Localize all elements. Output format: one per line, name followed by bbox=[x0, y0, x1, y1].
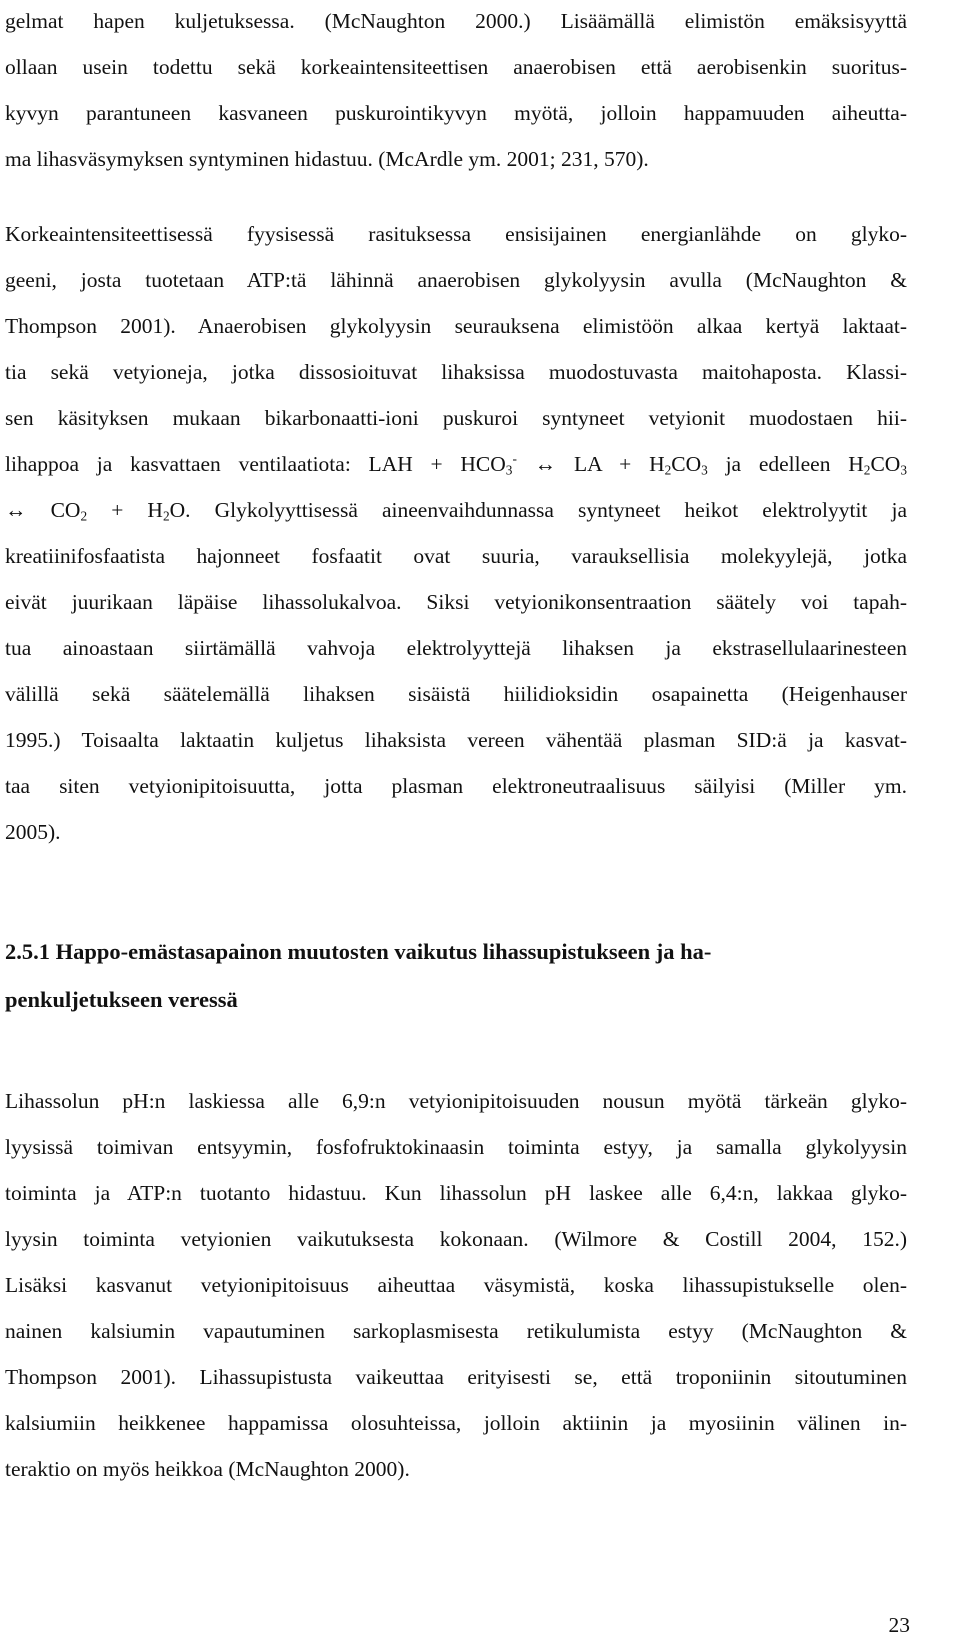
text-line: toiminta ja ATP:n tuotanto hidastuu. Kun lihassolun pH laskee alle 6,4:n, lakkaa glyko- bbox=[5, 1181, 907, 1205]
subscript: 3 bbox=[701, 462, 708, 478]
formula-text: lihappoa ja kasvattaen ventilaatiota: LAH + HCO bbox=[5, 452, 506, 476]
formula-text: + H bbox=[87, 498, 163, 522]
text-line: Thompson 2001). Anaerobisen glykolyysin seurauksena elimistöön alkaa kertyä laktaat- bbox=[5, 314, 907, 338]
subscript: 2 bbox=[162, 508, 170, 524]
text-line: Korkeaintensiteettisessä fyysisessä rasituksessa ensisijainen energianlähde on glyko- bbox=[5, 222, 907, 246]
text-line: kreatiinifosfaatista hajonneet fosfaatit ovat suuria, varauksellisia molekyylejä, jotka bbox=[5, 544, 907, 568]
formula-text: CO bbox=[671, 452, 702, 476]
text-line: geeni, josta tuotetaan ATP:tä lähinnä anaerobisen glykolyysin avulla (McNaughton & bbox=[5, 268, 907, 292]
superscript: - bbox=[512, 450, 517, 466]
paragraph-3 bbox=[5, 1078, 907, 1492]
formula-text: ↔ CO bbox=[5, 498, 81, 522]
text-line: kalsiumiin heikkenee happamissa olosuhteissa, jolloin aktiinin ja myosiinin välinen in- bbox=[5, 1411, 907, 1435]
text-line: tia sekä vetyioneja, jotka dissosioituvat lihaksissa muodostuvasta maitohaposta. Klassi- bbox=[5, 360, 907, 384]
formula-line bbox=[5, 487, 907, 533]
subscript: 2 bbox=[80, 508, 88, 524]
heading-line: 2.5.1 Happo-emästasapainon muutosten vaikutus lihassupistukseen ja ha- bbox=[5, 939, 712, 964]
text-line: 1995.) Toisaalta laktaatin kuljetus lihaksista vereen vähentää plasman SID:ä ja kasvat- bbox=[5, 728, 907, 752]
formula-text: ja edelleen H bbox=[707, 452, 864, 476]
text-line: 2005). bbox=[5, 820, 61, 844]
paragraph-2 bbox=[5, 211, 907, 855]
formula-text: ↔ LA + H bbox=[516, 452, 665, 476]
section-heading bbox=[5, 928, 907, 1024]
text-line: tua ainoastaan siirtämällä vahvoja elektrolyyttejä lihaksen ja ekstrasellulaarinesteen bbox=[5, 636, 907, 660]
paragraph-1 bbox=[5, 0, 907, 182]
text-line: ollaan usein todettu sekä korkeaintensiteettisen anaerobisen että aerobisenkin suoritus- bbox=[5, 55, 907, 79]
subscript: 3 bbox=[505, 462, 513, 478]
text-line: ma lihasväsymyksen syntyminen hidastuu. (McArdle ym. 2001; 231, 570). bbox=[5, 147, 649, 171]
text-line: Lihassolun pH:n laskiessa alle 6,9:n vetyionipitoisuuden nousun myötä tärkeän glyko- bbox=[5, 1089, 907, 1113]
heading-line: penkuljetukseen veressä bbox=[5, 987, 238, 1012]
text-line: eivät juurikaan läpäise lihassolukalvoa. Siksi vetyionikonsentraation säätely voi tapah- bbox=[5, 590, 907, 614]
page-number: 23 bbox=[888, 1613, 910, 1637]
formula-text: CO bbox=[870, 452, 901, 476]
text-line: Lisäksi kasvanut vetyionipitoisuus aiheuttaa väsymistä, koska lihassupistukselle olen- bbox=[5, 1273, 907, 1297]
text-line: nainen kalsiumin vapautuminen sarkoplasmisesta retikulumista estyy (McNaughton & bbox=[5, 1319, 907, 1343]
text-line: teraktio on myös heikkoa (McNaughton 2000). bbox=[5, 1457, 410, 1481]
text-line: välillä sekä säätelemällä lihaksen sisäistä hiilidioksidin osapainetta (Heigenhauser bbox=[5, 682, 907, 706]
text-line: lyysissä toimivan entsyymin, fosfofruktokinaasin toiminta estyy, ja samalla glykolyysin bbox=[5, 1135, 907, 1159]
text-line: kyvyn parantuneen kasvaneen puskurointikyvyn myötä, jolloin happamuuden aiheutta- bbox=[5, 101, 907, 125]
subscript: 2 bbox=[863, 462, 871, 478]
formula-line bbox=[5, 441, 907, 487]
subscript: 3 bbox=[900, 462, 907, 478]
subscript: 2 bbox=[664, 462, 672, 478]
text-line: sen käsityksen mukaan bikarbonaatti-ioni puskuroi syntyneet vetyionit muodostaen hii- bbox=[5, 406, 907, 430]
text-line: gelmat hapen kuljetuksessa. (McNaughton 2000.) Lisäämällä elimistön emäksisyyttä bbox=[5, 9, 907, 33]
text-line: taa siten vetyionipitoisuutta, jotta plasman elektroneutraalisuus säilyisi (Miller ym. bbox=[5, 774, 907, 798]
text-line: lyysin toiminta vetyionien vaikutuksesta kokonaan. (Wilmore & Costill 2004, 152.) bbox=[5, 1227, 907, 1251]
text-line: Thompson 2001). Lihassupistusta vaikeuttaa erityisesti se, että troponiinin sitoutuminen bbox=[5, 1365, 907, 1389]
formula-text: O. Glykolyyttisessä aineenvaihdunnassa syntyneet heikot elektrolyytit ja bbox=[169, 498, 907, 522]
